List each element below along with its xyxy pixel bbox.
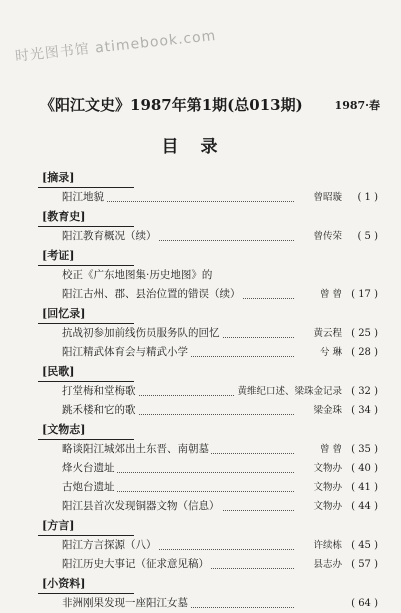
section-label: [民歌] [38,362,134,382]
toc-section [38,574,378,613]
section-label: [文物志] [38,420,134,440]
toc-entry [38,536,378,555]
entry-author: 曾 曾 [318,285,342,304]
entry-title: 烽火台遗址 [62,462,115,474]
entry-author: 县志办 [311,555,342,574]
entry-author: 兮 琳 [318,343,342,362]
entry-title: 阳江地貌 [62,191,104,203]
table-of-contents [38,168,378,613]
entry-page: ( 34 ) [351,401,378,420]
section-label: [小资料] [38,574,134,594]
issue-header [40,94,380,116]
toc-entry [38,382,378,401]
toc-section [38,168,378,207]
entry-page: ( 35 ) [351,440,378,459]
entry-title: 略谈阳江城郊出土东晋、南朝墓 [62,443,209,455]
entry-title: 非洲刚果发现一座阳江女墓 [62,597,188,609]
entry-title: 阳江历史大事记（征求意见稿） [62,558,209,570]
entry-author: 曾 曾 [318,440,342,459]
entry-page: ( 5 ) [357,227,378,246]
entry-author: 曾昭璇 [311,188,342,207]
toc-section [38,420,378,516]
entry-page: ( 57 ) [351,555,378,574]
entry-page: ( 17 ) [351,285,378,304]
toc-entry [38,497,378,516]
entry-page: ( 1 ) [357,188,378,207]
issue-season: 1987·春 [334,99,380,112]
toc-entry [38,401,378,420]
entry-page: ( 28 ) [351,343,378,362]
toc-title: 目录 [161,137,240,157]
entry-title: 阳江方言探源（八） [62,539,157,551]
toc-section [38,207,378,246]
toc-section [38,246,378,304]
entry-title: 抗战初参加前线伤员服务队的回忆 [62,327,220,339]
entry-author: 黄维纪口述、梁珠金记录 [235,382,342,401]
section-label: [回忆录] [38,304,134,324]
toc-section [38,304,378,362]
toc-section [38,362,378,420]
toc-entry [38,227,378,246]
entry-page: ( 44 ) [351,497,378,516]
section-label: [方言] [38,516,134,536]
entry-title: 阳江古州、郡、县治位置的错误（续） [62,288,241,300]
entry-page: ( 32 ) [351,382,378,401]
issue-title: 《阳江文史》1987年第1期(总013期) [40,96,303,114]
toc-entry [38,188,378,207]
toc-entry [38,324,378,343]
entry-title: 阳江精武体育会与精武小学 [62,346,188,358]
toc-entry [38,440,378,459]
entry-author: 文物办 [311,497,342,516]
entry-page: ( 45 ) [351,536,378,555]
toc-entry [38,555,378,574]
toc-entry [38,266,378,285]
toc-entry [38,478,378,497]
entry-author: 文物办 [311,478,342,497]
section-label: [摘录] [38,168,134,188]
entry-author: 许续栋 [311,536,342,555]
entry-page: ( 40 ) [351,459,378,478]
entry-page: ( 64 ) [351,594,378,613]
section-label: [教育史] [38,207,134,227]
entry-title: 打堂梅和堂梅歌 [62,385,136,397]
section-label: [考证] [38,246,134,266]
toc-section [38,516,378,574]
entry-page: ( 41 ) [351,478,378,497]
entry-title: 古炮台遗址 [62,481,115,493]
entry-author: 梁金珠 [311,401,342,420]
entry-title: 阳江教育概况（续） [62,230,157,242]
entry-author: 黄云程 [311,324,342,343]
entry-page: ( 25 ) [351,324,378,343]
entry-title: 跳禾楼和它的歌 [62,404,136,416]
watermark: 时光图书馆 atimebook.com [14,27,218,65]
toc-entry [38,459,378,478]
toc-entry [38,285,378,304]
toc-entry [38,343,378,362]
toc-entry [38,594,378,613]
entry-title: 阳江县首次发现铜器文物（信息） [62,500,220,512]
entry-author: 文物办 [311,459,342,478]
entry-title: 校正《广东地图集·历史地图》的 [62,269,213,281]
entry-author: 曾传荣 [311,227,342,246]
